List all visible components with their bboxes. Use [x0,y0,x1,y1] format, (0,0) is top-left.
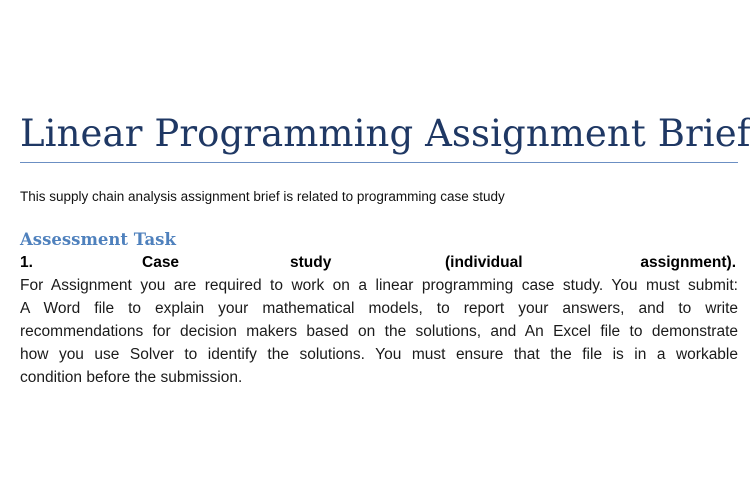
document-title: Linear Programming Assignment Brief [20,112,750,155]
title-underline-rule [20,162,738,163]
body-line: condition before the submission. [20,369,243,386]
item-heading-word: study [290,254,332,271]
item-number: 1. [20,254,33,271]
body-line: A Word file to explain your mathematical models, to report your answers, and to write [20,300,738,317]
item-heading-word: Case [142,254,180,271]
body-paragraph [20,274,738,389]
intro-paragraph: This supply chain analysis assignment brief is related to programming case study [20,189,505,204]
body-line: how you use Solver to identify the solutions. You must ensure that the file is in a workable [20,346,738,363]
body-line: For Assignment you are required to work on a linear programming case study. You must submit: [20,277,738,294]
item-heading-word: assignment). [640,254,736,271]
item-heading-word: (individual [445,254,523,271]
body-line: recommendations for decision makers based on the solutions, and An Excel file to demonstrate [20,323,738,340]
numbered-item-heading [20,252,738,274]
section-heading-assessment-task: Assessment Task [20,230,176,249]
